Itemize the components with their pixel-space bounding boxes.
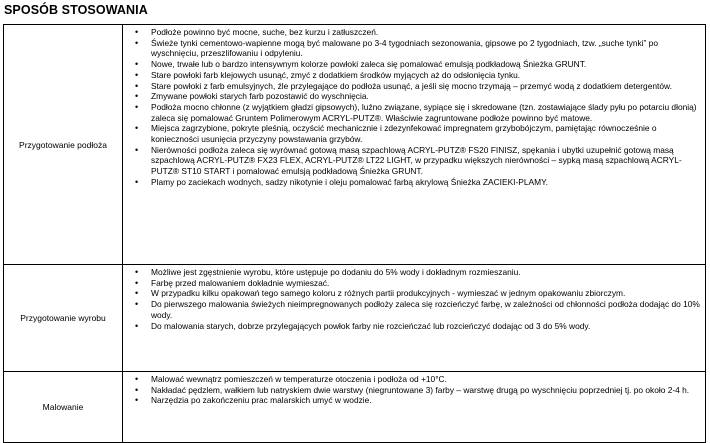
list-item: • Narzędzia po zakończeniu prac malarskich umyć w wodzie. [131,395,701,406]
list-item: • Miejsca zagrzybione, pokryte pleśnią, oczyścić mechanicznie i zdezynfekować impregnatem grzybobójczym, pamiętając równocześnie o konieczności usunięcia przyczyny powstawania grzybów. [131,123,701,144]
instructions-table [3,24,706,443]
bullet-list [131,374,701,406]
list-item: • Do malowania starych, dobrze przylegających powłok farby nie rozcieńczać lub rozcieńczyć dodając od 3 do 5% wody. [131,321,701,332]
list-item: • Do pierwszego malowania świeżych nieimpregnowanych podłoży zaleca się rozcieńczyć farbę, w zależności od chłonności podłoża dodając do 10% wody. [131,299,701,320]
list-item: • Podłoże powinno być mocne, suche, bez kurzu i zatłuszczeń. [131,27,701,38]
row-content [123,265,706,371]
row-content [123,372,706,442]
list-item: • Świeże tynki cementowo-wapienne mogą być malowane po 3-4 tygodniach sezonowania, gipsowe po 2 tygodniach, tzw. „suche tynki” po wyschnięciu, przeszlifowaniu i odpyleniu. [131,38,701,59]
list-item: • Nakładać pędzlem, wałkiem lub natryskiem dwie warstwy (niegruntowane 3) farby – warstwę drugą po wyschnięciu poprzedniej tj. po około 2-4 h. [131,385,701,396]
list-item: • Stare powłoki z farb emulsyjnych, źle przylegające do podłoża usunąć, a jeśli się mocno trzymają – przemyć wodą z dodatkiem detergentów. [131,81,701,92]
list-item: • Podłoża mocno chłonne (z wyjątkiem gładzi gipsowych), luźno związane, sypiące się i skredowane (tzn. zostawiające ślady pyłu po potarciu dłonią) zaleca się pomalować Gruntem Polimerowym ACRYL-PUTZ®. Właściwie zagruntowane podłoże powinno być matowe. [131,102,701,123]
row-label: Przygotowanie wyrobu [4,265,123,371]
table-row-substrate-preparation [4,25,706,265]
table-row-product-preparation [4,265,706,372]
section-title: SPOSÓB STOSOWANIA [4,3,148,17]
table-row-painting [4,372,706,443]
list-item: • Nowe, trwałe lub o bardzo intensywnym kolorze powłoki zaleca się pomalować emulsją podkładową Śnieżka GRUNT. [131,59,701,70]
list-item: • W przypadku kilku opakowań tego samego koloru z różnych partii produkcyjnych - wymieszać w jednym opakowaniu zbiorczym. [131,288,701,299]
bullet-list [131,267,701,331]
row-content [123,25,706,264]
list-item: • Zmywane powłoki starych farb pozostawić do wyschnięcia. [131,91,701,102]
list-item: • Plamy po zaciekach wodnych, sadzy nikotynie i oleju pomalować farbą akrylową Śnieżka ZACIEKI-PLAMY. [131,177,701,188]
row-label: Malowanie [4,372,123,442]
list-item: • Farbę przed malowaniem dokładnie wymieszać. [131,278,701,289]
bullet-list [131,27,701,188]
list-item: • Stare powłoki farb klejowych usunąć, zmyć z dodatkiem środków myjących aż do odsłonięcia tynku. [131,70,701,81]
row-label: Przygotowanie podłoża [4,25,123,264]
list-item: • Możliwe jest zgęstnienie wyrobu, które ustępuje po dodaniu do 5% wody i dokładnym rozmieszaniu. [131,267,701,278]
list-item: • Nierówności podłoża zaleca się wyrównać gotową masą szpachlową ACRYL-PUTZ® FS20 FINISZ, spękania i ubytki uzupełnić gotową masą szpachlową ACRYL-PUTZ® FX23 FLEX, ACRYL-PUTZ® LT22 LIGHT, w przypadku większych nierówności – sypką masą szpachlową ACRYL-PUTZ® ST10 START i pomalować emulsją podkładową Śnieżka GRUNT. [131,145,701,177]
list-item: • Malować wewnątrz pomieszczeń w temperaturze otoczenia i podłoża od +10°C. [131,374,701,385]
